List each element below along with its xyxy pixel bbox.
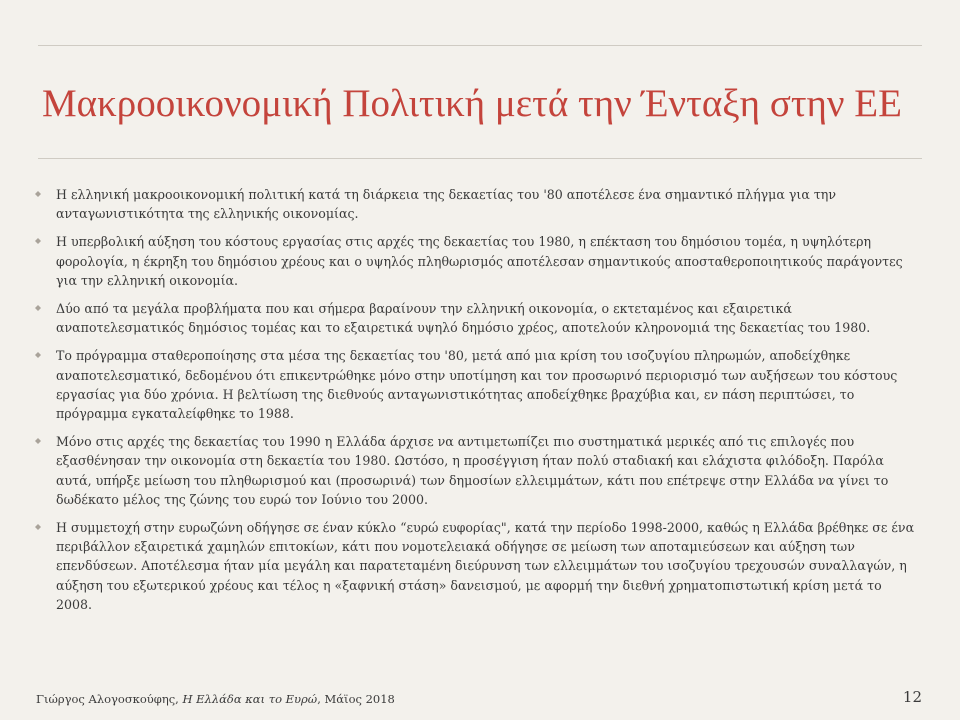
- diamond-bullet-icon: [35, 524, 41, 530]
- footer-author: Γιώργος Αλογοσκούφης,: [36, 692, 183, 706]
- diamond-bullet-icon: [35, 305, 41, 311]
- bullet-item: [56, 346, 918, 423]
- top-divider: [38, 45, 922, 46]
- bullet-item: [56, 185, 918, 223]
- diamond-bullet-icon: [35, 238, 41, 244]
- bullet-text: Η υπερβολική αύξηση του κόστους εργασίας στις αρχές της δεκαετίας του 1980, η επέκταση του δημόσιου τομέα, η υψηλότερη φορολογία, η έκρηξη του δημόσιου χρέους και ο υψηλός πληθωρισμός αποτέλεσαν σημαντικούς αποσταθεροποιητικούς παράγοντες για την ελληνική οικονομία.: [56, 234, 903, 288]
- bullet-item: [56, 232, 918, 290]
- bullet-item: [56, 432, 918, 509]
- footer-book-title: Η Ελλάδα και το Ευρώ: [182, 692, 318, 706]
- page-number: 12: [902, 688, 922, 706]
- diamond-bullet-icon: [35, 352, 41, 358]
- bullet-text: Η ελληνική μακροοικονομική πολιτική κατά τη διάρκεια της δεκαετίας του '80 αποτέλεσε ένα σημαντικό πλήγμα για την ανταγωνιστικότητα της ελληνικής οικονομίας.: [56, 187, 836, 222]
- footer-citation: [36, 692, 395, 706]
- bullet-text: Δύο από τα μεγάλα προβλήματα που και σήμερα βαραίνουν την ελληνική οικονομία, ο εκτεταμένος και εξαιρετικά αναποτελεσματικός δημόσιος τομέας και το εξαιρετικά υψηλό δημόσιο χρέος, αποτελούν κληρονομιά της δεκαετίας του 1980.: [56, 301, 871, 336]
- title-divider: [38, 158, 922, 159]
- footer-date: , Μάϊος 2018: [317, 692, 395, 706]
- bullet-item: [56, 299, 918, 337]
- bullet-text: Η συμμετοχή στην ευρωζώνη οδήγησε σε έναν κύκλο “ευρώ ευφορίας", κατά την περίοδο 1998-2000, καθώς η Ελλάδα βρέθηκε σε ένα περιβάλλον εξαιρετικά χαμηλών επιτοκίων, κάτι που νομοτελειακά οδήγησε σε μείωση των αποταμιεύσεων και αύξηση των επενδύσεων. Αποτέλεσμα ήταν μία μεγάλη και παρατεταμένη διεύρυνση των ελλειμμάτων του ισοζυγίου τρεχουσών συναλλαγών, η αύξηση του εξωτερικού χρέους και τέλος η «ξαφνική στάση» δανεισμού, με αφορμή την διεθνή χρηματοπιστωτική κρίση μετά το 2008.: [56, 520, 915, 612]
- bullet-item: [56, 518, 918, 614]
- slide-title: Μακροοικονομική Πολιτική μετά την Ένταξη στην ΕΕ: [42, 82, 902, 125]
- bullet-list: [56, 185, 918, 623]
- bullet-text: Το πρόγραμμα σταθεροποίησης στα μέσα της δεκαετίας του '80, μετά από μια κρίση του ισοζυγίου πληρωμών, αποδείχθηκε αναποτελεσματικό, δεδομένου ότι επικεντρώθηκε μόνο στην υποτίμηση και τον προσωρινό περιορισμό των αυξήσεων του κόστους εργασίας για δύο χρόνια. Η βελτίωση της διεθνούς ανταγωνιστικότητας αποδείχθηκε βραχύβια και, εν πάση περιπτώσει, το πρόγραμμα εγκαταλείφθηκε το 1988.: [56, 348, 898, 422]
- bullet-text: Μόνο στις αρχές της δεκαετίας του 1990 η Ελλάδα άρχισε να αντιμετωπίζει πιο συστηματικά μερικές από τις επιλογές που εξασθένησαν την οικονομία στη δεκαετία του 1980. Ωστόσο, η προσέγγιση ήταν πολύ σταδιακή και ελάχιστα φιλόδοξη. Παρόλα αυτά, υπήρξε μείωση του πληθωρισμού και (προσωρινά) των δημοσίων ελλειμμάτων, κάτι που επέτρεψε στην Ελλάδα να γίνει το δωδέκατο μέλος της ζώνης του ευρώ τον Ιούνιο του 2000.: [56, 434, 889, 507]
- diamond-bullet-icon: [35, 191, 41, 197]
- diamond-bullet-icon: [35, 438, 41, 444]
